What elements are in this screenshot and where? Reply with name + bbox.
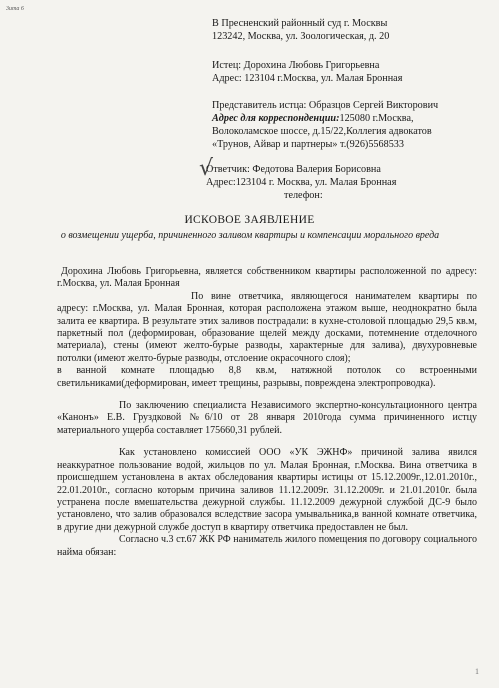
body-paragraph-commission: Как установлено комиссией ООО «УК ЭЖНФ» причиной залива явился неаккуратное пользование водой, жильцов по ул. Малая Бронная, г.Москва. Вина ответчика в происшедшем установлена в актах обследования квартиры истицы от 15.12.2009г.,12.01.2010г., 22.01.2010г., согласно которым причина заливов 11.12.2009г. 31.12.2009г. и 21.01.2010г. была устранена после вмешательства дежурной службы. 11.12.2009 дежурной службой ДС-9 было установлено, что залив образовался вследствие засора умывальника,в ванной комнате ответчика, в другие дни дежурной службе доступ в квартиру ответчика предоставлен не был. xyxy=(57,447,477,533)
body-paragraph-bathroom: в ванной комнате площадью 8,8 кв.м, натяжной потолок со встроенными светильниками(деформирован, имеет трещины, разрывы, повреждена электропроводка). xyxy=(57,365,477,389)
body-paragraph-expert: По заключению специалиста Независимого экспертно-консультационного центра «Канонъ» Е.В. Груздковой №6/10 от 28 января 2010года сумма причиненного истцу материального ущерба составляет 175660,31 рублей. xyxy=(57,400,477,436)
corner-handwritten-mark: 3ита 6 xyxy=(6,6,24,12)
court-name: В Пресненский районный суд г. Москвы xyxy=(212,18,388,29)
respondent-block xyxy=(206,163,396,202)
page-number: 1 xyxy=(475,667,479,676)
plaintiff-block xyxy=(212,59,402,85)
document-subtitle: о возмещении ущерба, причиненного заливом квартиры и компенсации морального вреда xyxy=(60,230,440,241)
representative-address-street: Волоколамское шоссе, д.15/22,Коллегия адвокатов xyxy=(212,126,432,137)
plaintiff-name: Истец: Дорохина Любовь Григорьевна xyxy=(212,60,380,71)
body-paragraph-flooding: По вине ответчика, являющегося нанимателем квартиры по адресу: г.Москва, ул. Малая Бронная, которая расположена этажом выше, неоднократно была залита ее квартира. В результате этих заливов пострадали: в кухне-столовой площадью 29,5 кв.м, паркетный пол (деформирован, образование щелей между досками, потемнение отделочного материала), стены (имеют желто-бурые разводы, характерные для залива), двухуровневые потолки (имеют желто-бурые разводы, отслоение окрасочного слоя); xyxy=(57,290,477,364)
document-title: ИСКОВОЕ ЗАЯВЛЕНИЕ xyxy=(184,214,315,226)
respondent-phone-label: телефон: xyxy=(284,190,323,201)
correspondence-value: 125080 г.Москва, xyxy=(339,113,414,124)
document-body xyxy=(57,266,477,559)
plaintiff-address: Адрес: 123104 г.Москва, ул. Малая Бронная xyxy=(212,73,403,84)
check-mark-icon: √ xyxy=(199,156,214,181)
body-paragraph-owner: Дорохина Любовь Григорьевна, является собственником квартиры расположенной по адресу: г.Москва, ул. Малая Бронная xyxy=(57,266,477,290)
representative-block xyxy=(212,99,438,151)
correspondence-label: Адрес для корреспонденции: xyxy=(212,113,340,124)
correspondence-address xyxy=(212,112,438,125)
respondent-address: Адрес:123104 г. Москва, ул. Малая Бронная xyxy=(206,177,397,188)
court-block xyxy=(212,17,389,43)
body-paragraph-law: Согласно ч.3 ст.67 ЖК РФ наниматель жилого помещения по договору социального найма обязан: xyxy=(57,534,477,558)
respondent-name: Ответчик: Федотова Валерия Борисовна xyxy=(206,164,381,175)
representative-name: Представитель истца: Образцов Сергей Викторович xyxy=(212,100,439,111)
representative-firm-phone: «Трунов, Айвар и партнеры» т.(926)5568533 xyxy=(212,139,404,150)
court-address: 123242, Москва, ул. Зоологическая, д. 20 xyxy=(212,31,390,42)
